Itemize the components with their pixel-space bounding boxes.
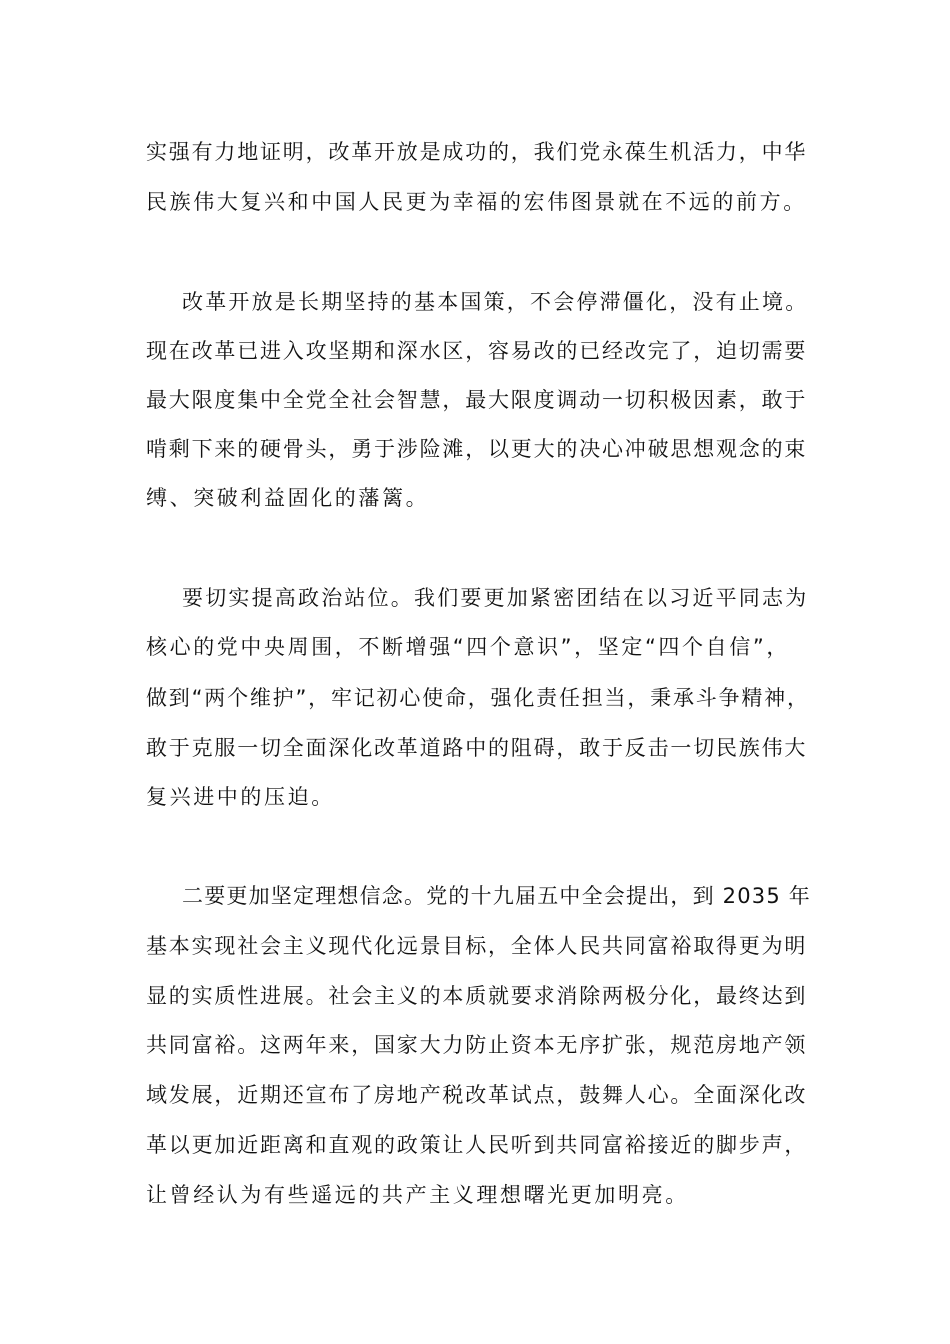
paragraph-4-line-6: 革以更加近距离和直观的政策让人民听到共同富裕接近的脚步声， [146,1133,808,1157]
paragraph-4-line-7: 让曾经认为有些遥远的共产主义理想曙光更加明亮。 [146,1183,689,1207]
paragraph-4-line-3: 显的实质性进展。社会主义的本质就要求消除两极分化，最终达到 [146,984,808,1008]
paragraph-1-line-1: 实强有力地证明，改革开放是成功的，我们党永葆生机活力，中华 [146,140,808,164]
paragraph-2-line-1: 改革开放是长期坚持的基本国策，不会停滞僵化，没有止境。 [182,290,809,314]
paragraph-3-line-2: 核心的党中央周围，不断增强“四个意识”，坚定“四个自信”， [146,635,790,659]
paragraph-3-line-4: 敢于克服一切全面深化改革道路中的阻碍，敢于反击一切民族伟大 [146,736,808,760]
paragraph-3-line-1: 要切实提高政治站位。我们要更加紧密团结在以习近平同志为 [182,586,809,610]
paragraph-1-line-2: 民族伟大复兴和中国人民更为幸福的宏伟图景就在不远的前方。 [146,190,807,214]
paragraph-4-line-2: 基本实现社会主义现代化远景目标，全体人民共同富裕取得更为明 [146,934,808,958]
paragraph-4-line-4: 共同富裕。这两年来，国家大力防止资本无序扩张，规范房地产领 [146,1033,808,1057]
paragraph-2-line-5: 缚、突破利益固化的藩篱。 [146,486,430,510]
paragraph-3-line-5: 复兴进中的压迫。 [146,785,335,809]
paragraph-3-line-3: 做到“两个维护”，牢记初心使命，强化责任担当，秉承斗争精神， [146,686,810,710]
paragraph-4-line-5: 域发展，近期还宣布了房地产税改革试点，鼓舞人心。全面深化改 [146,1083,808,1107]
paragraph-2-line-3: 最大限度集中全党全社会智慧，最大限度调动一切积极因素，敢于 [146,388,808,412]
paragraph-2-line-4: 啃剩下来的硬骨头，勇于涉险滩，以更大的决心冲破思想观念的束 [146,437,808,461]
paragraph-2-line-2: 现在改革已进入攻坚期和深水区，容易改的已经改完了，迫切需要 [146,339,808,363]
paragraph-4-line-1: 二要更加坚定理想信念。党的十九届五中全会提出，到 2035 年 [182,884,811,908]
